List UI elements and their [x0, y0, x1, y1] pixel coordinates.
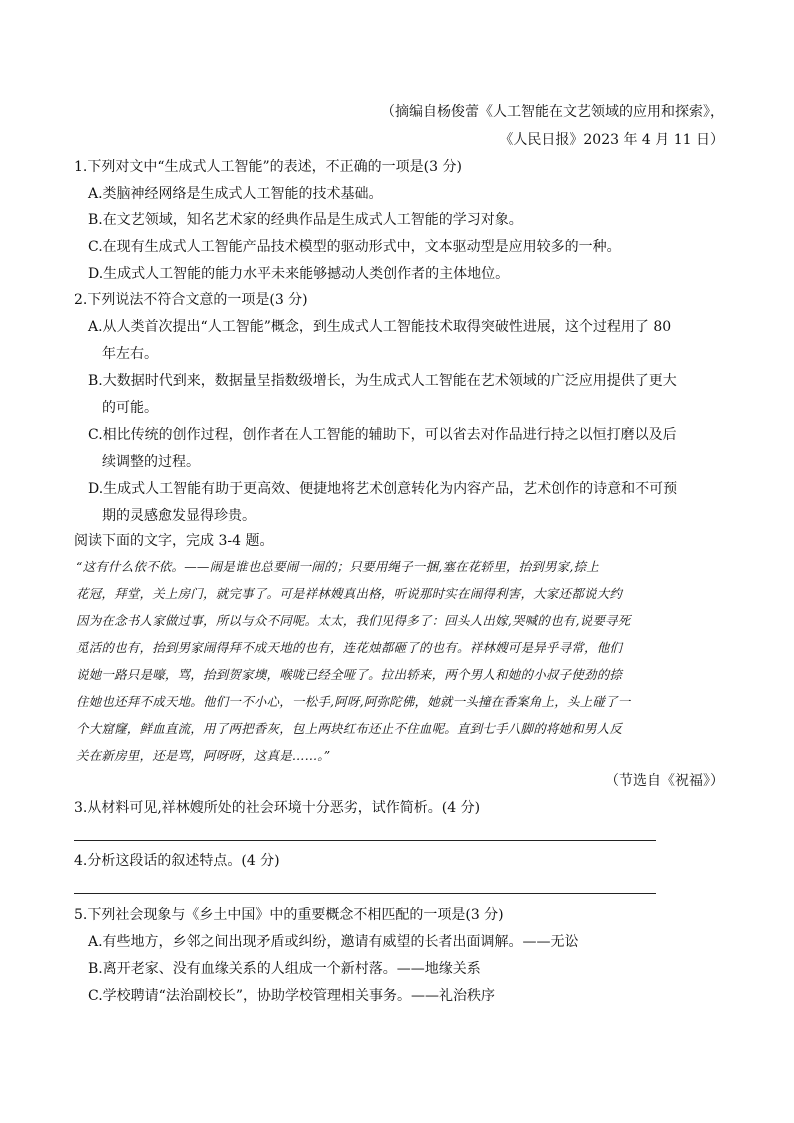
question-3-answer-line[interactable]	[74, 840, 656, 841]
passage-line: 住她也还拜不成天地。他们一不小心，一松手,阿呀,阿弥陀佛，她就一头撞在香案角上，头上碰了一	[76, 694, 631, 709]
question-2-option-b: B.大数据时代到来，数据量呈指数级增长，为生成式人工智能在艺术领域的广泛应用提供了更大	[88, 373, 677, 389]
question-1-option-d: D.生成式人工智能的能力水平未来能够撼动人类创作者的主体地位。	[88, 266, 510, 282]
question-1-option-b: B.在文艺领域，知名艺术家的经典作品是生成式人工智能的学习对象。	[88, 212, 523, 228]
question-3-stem: 3.从材料可见,祥林嫂所处的社会环境十分恶劣，试作简析。(4 分)	[74, 800, 481, 816]
passage-line: 关在新房里，还是骂，阿呀呀，这真是……。”	[76, 748, 331, 763]
question-1-stem: 1.下列对文中“生成式人工智能”的表述，不正确的一项是(3 分)	[74, 159, 462, 175]
question-4-stem: 4.分析这段话的叙述特点。(4 分)	[74, 853, 280, 869]
passage-line: 说她一路只是嚎，骂，抬到贺家墺，喉咙已经全哑了。拉出轿来，两个男人和她的小叔子使劲的捺	[76, 667, 623, 682]
passage-line: “这有什么依不依。——闹是谁也总要闹一闹的；只要用绳子一捆,塞在花轿里，抬到男家,捺上	[76, 559, 599, 574]
passage-line: 觅活的也有，抬到男家闹得拜不成天地的也有，连花烛都砸了的也有。祥林嫂可是异乎寻常，他们	[76, 640, 623, 655]
passage-source: （节选自《祝福》）	[605, 773, 724, 789]
question-2-option-d-cont: 期的灵感愈发显得珍贵。	[102, 508, 256, 524]
question-2-option-c: C.相比传统的创作过程，创作者在人工智能的辅助下，可以省去对作品进行持之以恒打磨以及后	[88, 427, 677, 443]
question-2-option-d: D.生成式人工智能有助于更高效、便捷地将艺术创意转化为内容产品，艺术创作的诗意和不可预	[88, 481, 678, 497]
question-2-option-a: A.从人类首次提出“人工智能”概念，到生成式人工智能技术取得突破性进展，这个过程用了 80	[88, 319, 672, 335]
question-1-option-c: C.在现有生成式人工智能产品技术模型的驱动形式中，文本驱动型是应用较多的一种。	[88, 239, 621, 255]
question-5-option-a: A.有些地方，乡邻之间出现矛盾或纠纷，邀请有威望的长者出面调解。——无讼	[88, 934, 579, 950]
question-2-option-b-cont: 的可能。	[102, 400, 158, 416]
question-5-option-c: C.学校聘请“法治副校长”，协助学校管理相关事务。——礼治秩序	[88, 988, 495, 1004]
question-2-option-a-cont: 年左右。	[102, 346, 158, 362]
question-1-option-a: A.类脑神经网络是生成式人工智能的技术基础。	[88, 186, 383, 202]
question-5-option-b: B.离开老家、没有血缘关系的人组成一个新村落。——地缘关系	[88, 961, 481, 977]
question-5-stem: 5.下列社会现象与《乡土中国》中的重要概念不相匹配的一项是(3 分)	[74, 907, 504, 923]
passage-line: 因为在念书人家做过事，所以与众不同呢。太太，我们见得多了：回头人出嫁,哭喊的也有,说要寻死	[76, 613, 631, 628]
passage-line: 个大窟窿，鲜血直流，用了两把香灰，包上两块红布还止不住血呢。直到七手八脚的将她和男人反	[76, 721, 623, 736]
source-citation-line2: 《人民日报》2023 年 4 月 11 日）	[499, 132, 724, 148]
source-citation-line1: （摘编自杨俊蕾《人工智能在文艺领域的应用和探索》，	[381, 104, 724, 120]
passage-line: 花冠，拜堂，关上房门，就完事了。可是祥林嫂真出格，听说那时实在闹得利害，大家还都说大约	[76, 586, 623, 601]
question-2-stem: 2.下列说法不符合文意的一项是(3 分)	[74, 292, 308, 308]
question-2-option-c-cont: 续调整的过程。	[102, 454, 200, 470]
question-4-answer-line[interactable]	[74, 893, 656, 894]
reading-instruction: 阅读下面的文字，完成 3-4 题。	[74, 533, 274, 549]
